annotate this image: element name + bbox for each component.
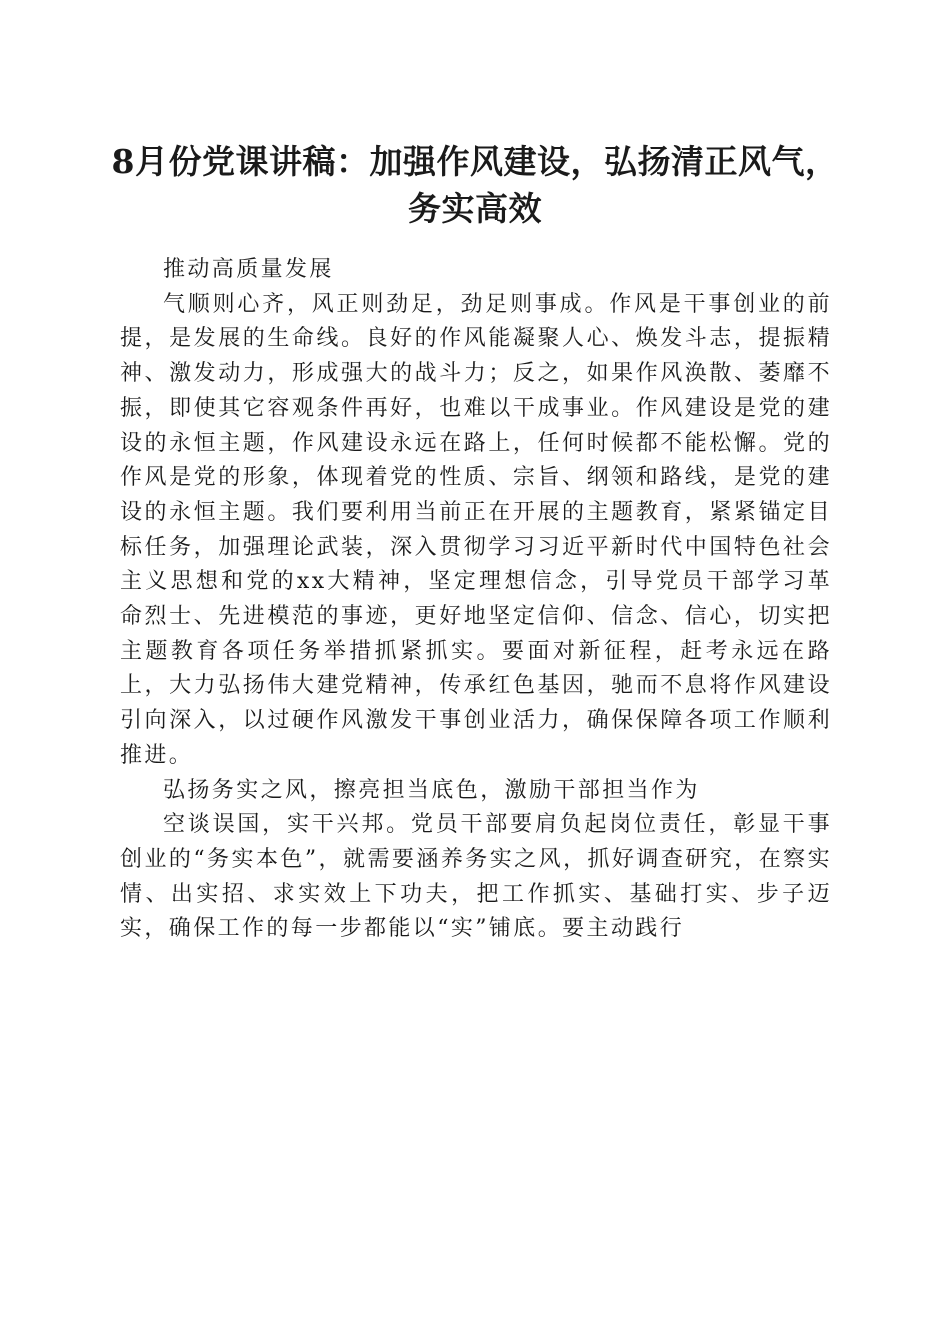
paragraph-subheading: 推动高质量发展 (163, 257, 334, 282)
paragraph-body: 气顺则心齐，风正则劲足，劲足则事成。作风是干事创业的前提，是发展的生命线。良好的作风能凝聚人心、焕发斗志，提振精神、激发动力，形成强大的战斗力；反之，如果作风涣散、萎靡不振，即使其它容观条件再好，也难以干成事业。作风建设是党的建设的永恒主题，作风建设永远在路上，任何时候都不能松懈。党的作风是党的形象，体现着党的性质、宗旨、纲领和路线，是党的建设的永恒主题。我们要利用当前正在开展的主题教育，紧紧锚定目标任务，加强理论武装，深入贯彻学习习近平新时代中国特色社会主义思想和党的xx大精神，坚定理想信念，引导党员干部学习革命烈士、先进模范的事迹，更好地坚定信仰、信念、信心，切实把主题教育各项任务举措抓紧抓实。要面对新征程，赶考永远在路上，大力弘扬伟大建党精神，传承红色基因，驰而不息将作风建设引向深入，以过硬作风激发干事创业活力，确保保障各项工作顺利推进。 (120, 291, 832, 768)
document-title: 8月份党课讲稿：加强作风建设，弘扬清正风气，务实高效 (111, 142, 839, 228)
paragraph-subheading: 弘扬务实之风，擦亮担当底色，激励干部担当作为 (163, 777, 700, 803)
document-body (120, 253, 832, 947)
paragraph-body: 空谈误国，实干兴邦。党员干部要肩负起岗位责任，彰显干事创业的“务实本色”，就需要涵养务实之风，抓好调查研究，在察实情、出实招、求实效上下功夫，把工作抓实、基础打实、步子迈实，确保工作的每一步都能以“实”铺底。要主动践行 (120, 812, 832, 942)
